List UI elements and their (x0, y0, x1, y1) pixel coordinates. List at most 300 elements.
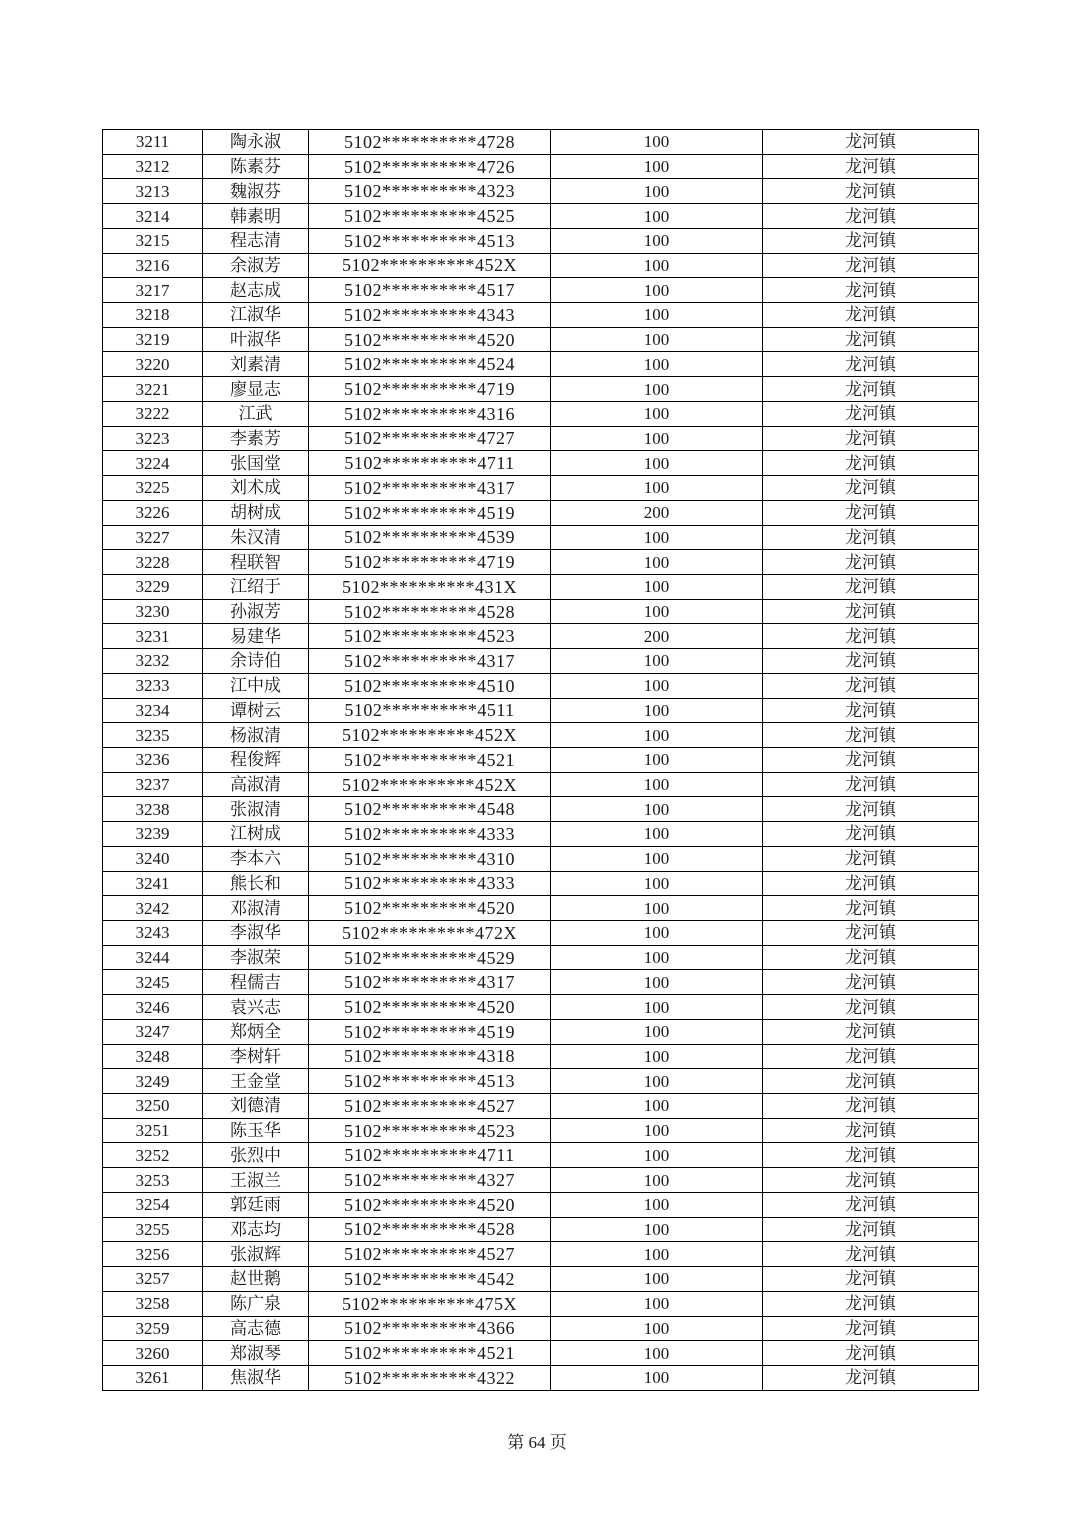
serial-number-cell: 3222 (103, 401, 203, 426)
table-row (103, 1044, 979, 1069)
masked-id-cell: 5102**********4542 (309, 1267, 551, 1292)
amount-cell: 100 (551, 451, 763, 476)
serial-number-cell: 3259 (103, 1316, 203, 1341)
person-name-cell: 袁兴志 (203, 995, 309, 1020)
person-name-cell: 刘术成 (203, 476, 309, 501)
amount-cell: 100 (551, 1118, 763, 1143)
table-row (103, 278, 979, 303)
masked-id-cell: 5102**********4343 (309, 303, 551, 328)
person-name-cell: 陈广泉 (203, 1291, 309, 1316)
town-cell: 龙河镇 (763, 723, 979, 748)
serial-number-cell: 3227 (103, 525, 203, 550)
amount-cell: 100 (551, 846, 763, 871)
serial-number-cell: 3249 (103, 1069, 203, 1094)
person-name-cell: 郭廷雨 (203, 1192, 309, 1217)
table-row (103, 574, 979, 599)
town-cell: 龙河镇 (763, 822, 979, 847)
town-cell: 龙河镇 (763, 278, 979, 303)
serial-number-cell: 3230 (103, 599, 203, 624)
serial-number-cell: 3257 (103, 1267, 203, 1292)
table-row (103, 401, 979, 426)
table-row (103, 747, 979, 772)
town-cell: 龙河镇 (763, 1291, 979, 1316)
amount-cell: 100 (551, 698, 763, 723)
person-name-cell: 廖显志 (203, 377, 309, 402)
amount-cell: 100 (551, 1291, 763, 1316)
serial-number-cell: 3233 (103, 673, 203, 698)
serial-number-cell: 3245 (103, 970, 203, 995)
masked-id-cell: 5102**********4323 (309, 179, 551, 204)
masked-id-cell: 5102**********4529 (309, 945, 551, 970)
serial-number-cell: 3241 (103, 871, 203, 896)
town-cell: 龙河镇 (763, 624, 979, 649)
masked-id-cell: 5102**********4519 (309, 500, 551, 525)
town-cell: 龙河镇 (763, 130, 979, 155)
table-row (103, 327, 979, 352)
amount-cell: 200 (551, 500, 763, 525)
town-cell: 龙河镇 (763, 945, 979, 970)
table-row (103, 698, 979, 723)
town-cell: 龙河镇 (763, 253, 979, 278)
masked-id-cell: 5102**********4711 (309, 1143, 551, 1168)
town-cell: 龙河镇 (763, 327, 979, 352)
table-row (103, 377, 979, 402)
amount-cell: 100 (551, 945, 763, 970)
town-cell: 龙河镇 (763, 550, 979, 575)
town-cell: 龙河镇 (763, 1118, 979, 1143)
town-cell: 龙河镇 (763, 871, 979, 896)
masked-id-cell: 5102**********4711 (309, 451, 551, 476)
serial-number-cell: 3218 (103, 303, 203, 328)
amount-cell: 100 (551, 1242, 763, 1267)
amount-cell: 100 (551, 822, 763, 847)
amount-cell: 100 (551, 1267, 763, 1292)
person-name-cell: 刘德清 (203, 1094, 309, 1119)
table-row (103, 846, 979, 871)
town-cell: 龙河镇 (763, 1217, 979, 1242)
person-name-cell: 孙淑芳 (203, 599, 309, 624)
amount-cell: 100 (551, 1192, 763, 1217)
serial-number-cell: 3251 (103, 1118, 203, 1143)
table-row (103, 426, 979, 451)
town-cell: 龙河镇 (763, 1094, 979, 1119)
masked-id-cell: 5102**********4317 (309, 649, 551, 674)
amount-cell: 100 (551, 377, 763, 402)
amount-cell: 100 (551, 871, 763, 896)
masked-id-cell: 5102**********4513 (309, 228, 551, 253)
masked-id-cell: 5102**********4366 (309, 1316, 551, 1341)
table-row (103, 1192, 979, 1217)
amount-cell: 100 (551, 797, 763, 822)
masked-id-cell: 5102**********452X (309, 253, 551, 278)
masked-id-cell: 5102**********4520 (309, 896, 551, 921)
amount-cell: 100 (551, 401, 763, 426)
town-cell: 龙河镇 (763, 1168, 979, 1193)
amount-cell: 100 (551, 1217, 763, 1242)
serial-number-cell: 3216 (103, 253, 203, 278)
serial-number-cell: 3235 (103, 723, 203, 748)
town-cell: 龙河镇 (763, 698, 979, 723)
town-cell: 龙河镇 (763, 846, 979, 871)
table-row (103, 871, 979, 896)
masked-id-cell: 5102**********4322 (309, 1365, 551, 1390)
masked-id-cell: 5102**********475X (309, 1291, 551, 1316)
person-name-cell: 赵世鹅 (203, 1267, 309, 1292)
table-row (103, 228, 979, 253)
person-name-cell: 余淑芳 (203, 253, 309, 278)
person-name-cell: 高志德 (203, 1316, 309, 1341)
serial-number-cell: 3260 (103, 1341, 203, 1366)
serial-number-cell: 3244 (103, 945, 203, 970)
town-cell: 龙河镇 (763, 1341, 979, 1366)
person-name-cell: 李淑华 (203, 921, 309, 946)
person-name-cell: 刘素清 (203, 352, 309, 377)
masked-id-cell: 5102**********4719 (309, 550, 551, 575)
town-cell: 龙河镇 (763, 451, 979, 476)
person-name-cell: 陶永淑 (203, 130, 309, 155)
serial-number-cell: 3234 (103, 698, 203, 723)
amount-cell: 100 (551, 327, 763, 352)
serial-number-cell: 3240 (103, 846, 203, 871)
serial-number-cell: 3253 (103, 1168, 203, 1193)
masked-id-cell: 5102**********4318 (309, 1044, 551, 1069)
masked-id-cell: 5102**********4521 (309, 1341, 551, 1366)
serial-number-cell: 3215 (103, 228, 203, 253)
amount-cell: 100 (551, 1341, 763, 1366)
town-cell: 龙河镇 (763, 1044, 979, 1069)
town-cell: 龙河镇 (763, 500, 979, 525)
town-cell: 龙河镇 (763, 599, 979, 624)
amount-cell: 100 (551, 1044, 763, 1069)
table-row (103, 1341, 979, 1366)
person-name-cell: 陈玉华 (203, 1118, 309, 1143)
amount-cell: 100 (551, 525, 763, 550)
town-cell: 龙河镇 (763, 154, 979, 179)
masked-id-cell: 5102**********4333 (309, 822, 551, 847)
amount-cell: 100 (551, 550, 763, 575)
amount-cell: 100 (551, 995, 763, 1020)
masked-id-cell: 5102**********4528 (309, 1217, 551, 1242)
person-name-cell: 韩素明 (203, 204, 309, 229)
person-name-cell: 程联智 (203, 550, 309, 575)
town-cell: 龙河镇 (763, 1192, 979, 1217)
table-row (103, 772, 979, 797)
masked-id-cell: 5102**********4520 (309, 327, 551, 352)
amount-cell: 100 (551, 1069, 763, 1094)
amount-cell: 100 (551, 228, 763, 253)
person-name-cell: 张淑清 (203, 797, 309, 822)
town-cell: 龙河镇 (763, 970, 979, 995)
masked-id-cell: 5102**********4517 (309, 278, 551, 303)
table-row (103, 1242, 979, 1267)
town-cell: 龙河镇 (763, 1143, 979, 1168)
person-name-cell: 焦淑华 (203, 1365, 309, 1390)
table-row (103, 822, 979, 847)
amount-cell: 100 (551, 179, 763, 204)
town-cell: 龙河镇 (763, 352, 979, 377)
masked-id-cell: 5102**********4510 (309, 673, 551, 698)
serial-number-cell: 3242 (103, 896, 203, 921)
table-row (103, 451, 979, 476)
town-cell: 龙河镇 (763, 649, 979, 674)
masked-id-cell: 5102**********4317 (309, 476, 551, 501)
serial-number-cell: 3248 (103, 1044, 203, 1069)
serial-number-cell: 3217 (103, 278, 203, 303)
amount-cell: 100 (551, 747, 763, 772)
amount-cell: 100 (551, 1365, 763, 1390)
masked-id-cell: 5102**********4520 (309, 1192, 551, 1217)
table-row (103, 599, 979, 624)
amount-cell: 100 (551, 723, 763, 748)
table-row (103, 550, 979, 575)
masked-id-cell: 5102**********4525 (309, 204, 551, 229)
table-row (103, 253, 979, 278)
town-cell: 龙河镇 (763, 179, 979, 204)
table-row (103, 1069, 979, 1094)
serial-number-cell: 3239 (103, 822, 203, 847)
table-row (103, 624, 979, 649)
town-cell: 龙河镇 (763, 525, 979, 550)
page-number: 第 64 页 (507, 1433, 567, 1452)
person-name-cell: 张淑辉 (203, 1242, 309, 1267)
masked-id-cell: 5102**********4524 (309, 352, 551, 377)
table-row (103, 303, 979, 328)
table-row (103, 179, 979, 204)
person-name-cell: 江武 (203, 401, 309, 426)
person-name-cell: 高淑清 (203, 772, 309, 797)
person-name-cell: 李淑荣 (203, 945, 309, 970)
table-row (103, 1118, 979, 1143)
table-row (103, 130, 979, 155)
amount-cell: 100 (551, 970, 763, 995)
masked-id-cell: 5102**********4726 (309, 154, 551, 179)
serial-number-cell: 3238 (103, 797, 203, 822)
person-name-cell: 江中成 (203, 673, 309, 698)
masked-id-cell: 5102**********4523 (309, 624, 551, 649)
table-row (103, 1316, 979, 1341)
town-cell: 龙河镇 (763, 574, 979, 599)
masked-id-cell: 5102**********4511 (309, 698, 551, 723)
table-row (103, 649, 979, 674)
town-cell: 龙河镇 (763, 228, 979, 253)
person-name-cell: 魏淑芬 (203, 179, 309, 204)
masked-id-cell: 5102**********4521 (309, 747, 551, 772)
town-cell: 龙河镇 (763, 476, 979, 501)
town-cell: 龙河镇 (763, 1267, 979, 1292)
table-row (103, 1019, 979, 1044)
serial-number-cell: 3250 (103, 1094, 203, 1119)
serial-number-cell: 3255 (103, 1217, 203, 1242)
table-row (103, 1217, 979, 1242)
serial-number-cell: 3229 (103, 574, 203, 599)
serial-number-cell: 3237 (103, 772, 203, 797)
amount-cell: 200 (551, 624, 763, 649)
serial-number-cell: 3246 (103, 995, 203, 1020)
table-row (103, 1143, 979, 1168)
masked-id-cell: 5102**********4520 (309, 995, 551, 1020)
town-cell: 龙河镇 (763, 1242, 979, 1267)
amount-cell: 100 (551, 352, 763, 377)
masked-id-cell: 5102**********4527 (309, 1242, 551, 1267)
serial-number-cell: 3212 (103, 154, 203, 179)
person-name-cell: 李树轩 (203, 1044, 309, 1069)
person-name-cell: 余诗伯 (203, 649, 309, 674)
masked-id-cell: 5102**********4528 (309, 599, 551, 624)
masked-id-cell: 5102**********4333 (309, 871, 551, 896)
amount-cell: 100 (551, 1019, 763, 1044)
person-name-cell: 程儒吉 (203, 970, 309, 995)
masked-id-cell: 5102**********4539 (309, 525, 551, 550)
table-row (103, 673, 979, 698)
town-cell: 龙河镇 (763, 426, 979, 451)
masked-id-cell: 5102**********4727 (309, 426, 551, 451)
town-cell: 龙河镇 (763, 1365, 979, 1390)
person-name-cell: 杨淑清 (203, 723, 309, 748)
amount-cell: 100 (551, 1094, 763, 1119)
amount-cell: 100 (551, 896, 763, 921)
masked-id-cell: 5102**********4728 (309, 130, 551, 155)
serial-number-cell: 3211 (103, 130, 203, 155)
person-name-cell: 李本六 (203, 846, 309, 871)
amount-cell: 100 (551, 154, 763, 179)
masked-id-cell: 5102**********4310 (309, 846, 551, 871)
serial-number-cell: 3252 (103, 1143, 203, 1168)
masked-id-cell: 5102**********431X (309, 574, 551, 599)
amount-cell: 100 (551, 772, 763, 797)
town-cell: 龙河镇 (763, 377, 979, 402)
amount-cell: 100 (551, 649, 763, 674)
town-cell: 龙河镇 (763, 772, 979, 797)
person-name-cell: 邓志均 (203, 1217, 309, 1242)
town-cell: 龙河镇 (763, 896, 979, 921)
amount-cell: 100 (551, 303, 763, 328)
masked-id-cell: 5102**********472X (309, 921, 551, 946)
serial-number-cell: 3231 (103, 624, 203, 649)
table-row (103, 921, 979, 946)
table-row (103, 995, 979, 1020)
town-cell: 龙河镇 (763, 797, 979, 822)
amount-cell: 100 (551, 278, 763, 303)
serial-number-cell: 3219 (103, 327, 203, 352)
person-name-cell: 程志清 (203, 228, 309, 253)
town-cell: 龙河镇 (763, 303, 979, 328)
masked-id-cell: 5102**********4719 (309, 377, 551, 402)
table-row (103, 352, 979, 377)
amount-cell: 100 (551, 1143, 763, 1168)
table-row (103, 1168, 979, 1193)
person-name-cell: 江树成 (203, 822, 309, 847)
person-name-cell: 郑炳全 (203, 1019, 309, 1044)
table-row (103, 797, 979, 822)
amount-cell: 100 (551, 574, 763, 599)
table-row (103, 1267, 979, 1292)
table-row (103, 154, 979, 179)
serial-number-cell: 3214 (103, 204, 203, 229)
town-cell: 龙河镇 (763, 1019, 979, 1044)
beneficiary-table (102, 129, 979, 1391)
town-cell: 龙河镇 (763, 673, 979, 698)
serial-number-cell: 3228 (103, 550, 203, 575)
town-cell: 龙河镇 (763, 204, 979, 229)
person-name-cell: 张国堂 (203, 451, 309, 476)
amount-cell: 100 (551, 476, 763, 501)
serial-number-cell: 3261 (103, 1365, 203, 1390)
masked-id-cell: 5102**********4523 (309, 1118, 551, 1143)
table-row (103, 500, 979, 525)
serial-number-cell: 3247 (103, 1019, 203, 1044)
serial-number-cell: 3223 (103, 426, 203, 451)
person-name-cell: 王金堂 (203, 1069, 309, 1094)
masked-id-cell: 5102**********4513 (309, 1069, 551, 1094)
masked-id-cell: 5102**********452X (309, 772, 551, 797)
table-row (103, 204, 979, 229)
table-row (103, 970, 979, 995)
amount-cell: 100 (551, 130, 763, 155)
serial-number-cell: 3220 (103, 352, 203, 377)
person-name-cell: 陈素芬 (203, 154, 309, 179)
serial-number-cell: 3224 (103, 451, 203, 476)
person-name-cell: 易建华 (203, 624, 309, 649)
town-cell: 龙河镇 (763, 747, 979, 772)
table-row (103, 1094, 979, 1119)
table-row (103, 1291, 979, 1316)
person-name-cell: 朱汉清 (203, 525, 309, 550)
masked-id-cell: 5102**********4317 (309, 970, 551, 995)
amount-cell: 100 (551, 921, 763, 946)
table-row (103, 476, 979, 501)
town-cell: 龙河镇 (763, 921, 979, 946)
person-name-cell: 叶淑华 (203, 327, 309, 352)
amount-cell: 100 (551, 599, 763, 624)
person-name-cell: 李素芳 (203, 426, 309, 451)
serial-number-cell: 3213 (103, 179, 203, 204)
serial-number-cell: 3225 (103, 476, 203, 501)
amount-cell: 100 (551, 426, 763, 451)
masked-id-cell: 5102**********4316 (309, 401, 551, 426)
masked-id-cell: 5102**********452X (309, 723, 551, 748)
serial-number-cell: 3226 (103, 500, 203, 525)
masked-id-cell: 5102**********4327 (309, 1168, 551, 1193)
serial-number-cell: 3232 (103, 649, 203, 674)
table-row (103, 1365, 979, 1390)
serial-number-cell: 3254 (103, 1192, 203, 1217)
serial-number-cell: 3221 (103, 377, 203, 402)
person-name-cell: 江淑华 (203, 303, 309, 328)
person-name-cell: 赵志成 (203, 278, 309, 303)
table-body (103, 130, 979, 1391)
serial-number-cell: 3258 (103, 1291, 203, 1316)
person-name-cell: 程俊辉 (203, 747, 309, 772)
table-row (103, 525, 979, 550)
masked-id-cell: 5102**********4519 (309, 1019, 551, 1044)
person-name-cell: 邓淑清 (203, 896, 309, 921)
person-name-cell: 王淑兰 (203, 1168, 309, 1193)
town-cell: 龙河镇 (763, 401, 979, 426)
amount-cell: 100 (551, 253, 763, 278)
person-name-cell: 熊长和 (203, 871, 309, 896)
table-row (103, 723, 979, 748)
person-name-cell: 郑淑琴 (203, 1341, 309, 1366)
table-row (103, 896, 979, 921)
person-name-cell: 胡树成 (203, 500, 309, 525)
town-cell: 龙河镇 (763, 1316, 979, 1341)
amount-cell: 100 (551, 1168, 763, 1193)
masked-id-cell: 5102**********4548 (309, 797, 551, 822)
serial-number-cell: 3243 (103, 921, 203, 946)
table-row (103, 945, 979, 970)
amount-cell: 100 (551, 1316, 763, 1341)
amount-cell: 100 (551, 204, 763, 229)
